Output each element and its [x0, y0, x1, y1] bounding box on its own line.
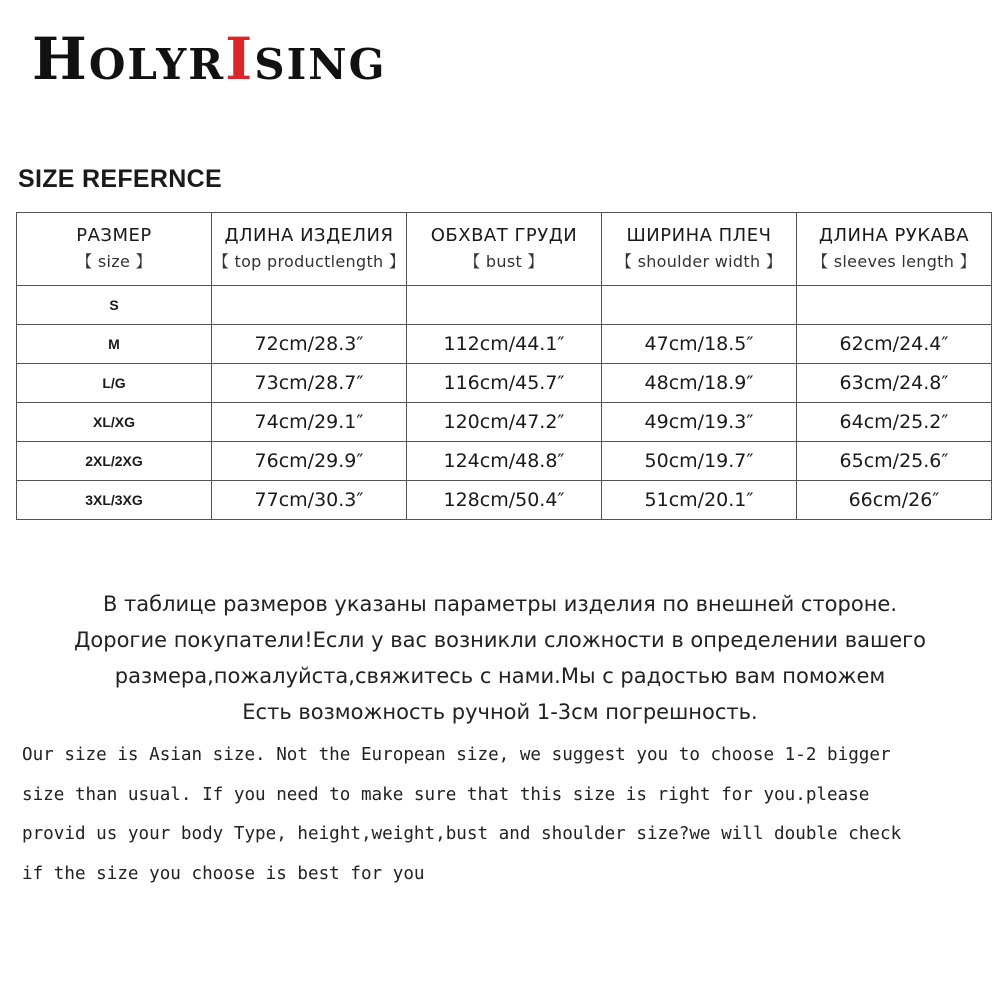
header-bust: [407, 213, 602, 286]
sleeve-cell: 66cm/26″: [797, 481, 992, 520]
table-header-row: [17, 213, 992, 286]
header-main: ДЛИНА РУКАВА: [818, 225, 970, 246]
russian-note-line: Есть возможность ручной 1-3см погрешность.: [242, 700, 758, 724]
size-cell: XL/XG: [17, 403, 212, 442]
length-cell: 74cm/29.1″: [212, 403, 407, 442]
bust-cell: 120cm/47.2″: [407, 403, 602, 442]
length-cell: 76cm/29.9″: [212, 442, 407, 481]
bust-cell: 128cm/50.4″: [407, 481, 602, 520]
section-title: SIZE REFERNCE: [18, 165, 222, 193]
header-main: ОБХВАТ ГРУДИ: [430, 225, 578, 246]
size-cell: S: [17, 286, 212, 325]
shoulder-cell: 50cm/19.7″: [602, 442, 797, 481]
brand-logo: HOLYRISING: [32, 25, 387, 93]
russian-note: [0, 586, 1000, 730]
header-sleeve: [797, 213, 992, 286]
size-cell: 2XL/2XG: [17, 442, 212, 481]
table-row: [17, 325, 992, 364]
table-row: [17, 403, 992, 442]
header-size: [17, 213, 212, 286]
header-sub: 【 sleeves length 】: [812, 252, 976, 271]
sleeve-cell: 62cm/24.4″: [797, 325, 992, 364]
length-cell: [212, 286, 407, 325]
sleeve-cell: [797, 286, 992, 325]
header-sub: 【 size 】: [76, 252, 152, 271]
table-row: [17, 481, 992, 520]
english-note-line: Our size is Asian size. Not the European size, we suggest you to choose 1-2 bigger: [22, 745, 891, 765]
shoulder-cell: 49cm/19.3″: [602, 403, 797, 442]
size-cell: 3XL/3XG: [17, 481, 212, 520]
header-main: ШИРИНА ПЛЕЧ: [626, 225, 772, 246]
shoulder-cell: 48cm/18.9″: [602, 364, 797, 403]
header-main: РАЗМЕР: [76, 225, 152, 246]
shoulder-cell: 47cm/18.5″: [602, 325, 797, 364]
english-note-line: size than usual. If you need to make sure that this size is right for you.please: [22, 784, 870, 805]
header-shoulder: [602, 213, 797, 286]
table-row: [17, 442, 992, 481]
table-row: [17, 364, 992, 403]
shoulder-cell: [602, 286, 797, 325]
english-note-line: provid us your body Type, height,weight,bust and shoulder size?we will double check: [22, 824, 902, 844]
header-sub: 【 bust 】: [464, 252, 544, 271]
length-cell: 77cm/30.3″: [212, 481, 407, 520]
bust-cell: 124cm/48.8″: [407, 442, 602, 481]
sleeve-cell: 65cm/25.6″: [797, 442, 992, 481]
bust-cell: 112cm/44.1″: [407, 325, 602, 364]
length-cell: 73cm/28.7″: [212, 364, 407, 403]
bust-cell: 116cm/45.7″: [407, 364, 602, 403]
length-cell: 72cm/28.3″: [212, 325, 407, 364]
sleeve-cell: 64cm/25.2″: [797, 403, 992, 442]
header-sub: 【 shoulder width 】: [615, 252, 783, 271]
russian-note-line: Дорогие покупатели!Если у вас возникли сложности в определении вашего: [73, 628, 926, 652]
sleeve-cell: 63cm/24.8″: [797, 364, 992, 403]
size-cell: L/G: [17, 364, 212, 403]
header-length: [212, 213, 407, 286]
bust-cell: [407, 286, 602, 325]
english-note-line: if the size you choose is best for you: [22, 863, 425, 884]
english-note: [22, 736, 982, 894]
russian-note-line: размера,пожалуйста,свяжитесь с нами.Мы с радостью вам поможем: [114, 664, 886, 688]
header-main: ДЛИНА ИЗДЕЛИЯ: [224, 225, 394, 246]
size-table: [16, 212, 992, 520]
header-sub: 【 top productlength 】: [212, 252, 406, 271]
table-row: [17, 286, 992, 325]
size-cell: M: [17, 325, 212, 364]
shoulder-cell: 51cm/20.1″: [602, 481, 797, 520]
russian-note-line: В таблице размеров указаны параметры изделия по внешней стороне.: [102, 592, 898, 616]
